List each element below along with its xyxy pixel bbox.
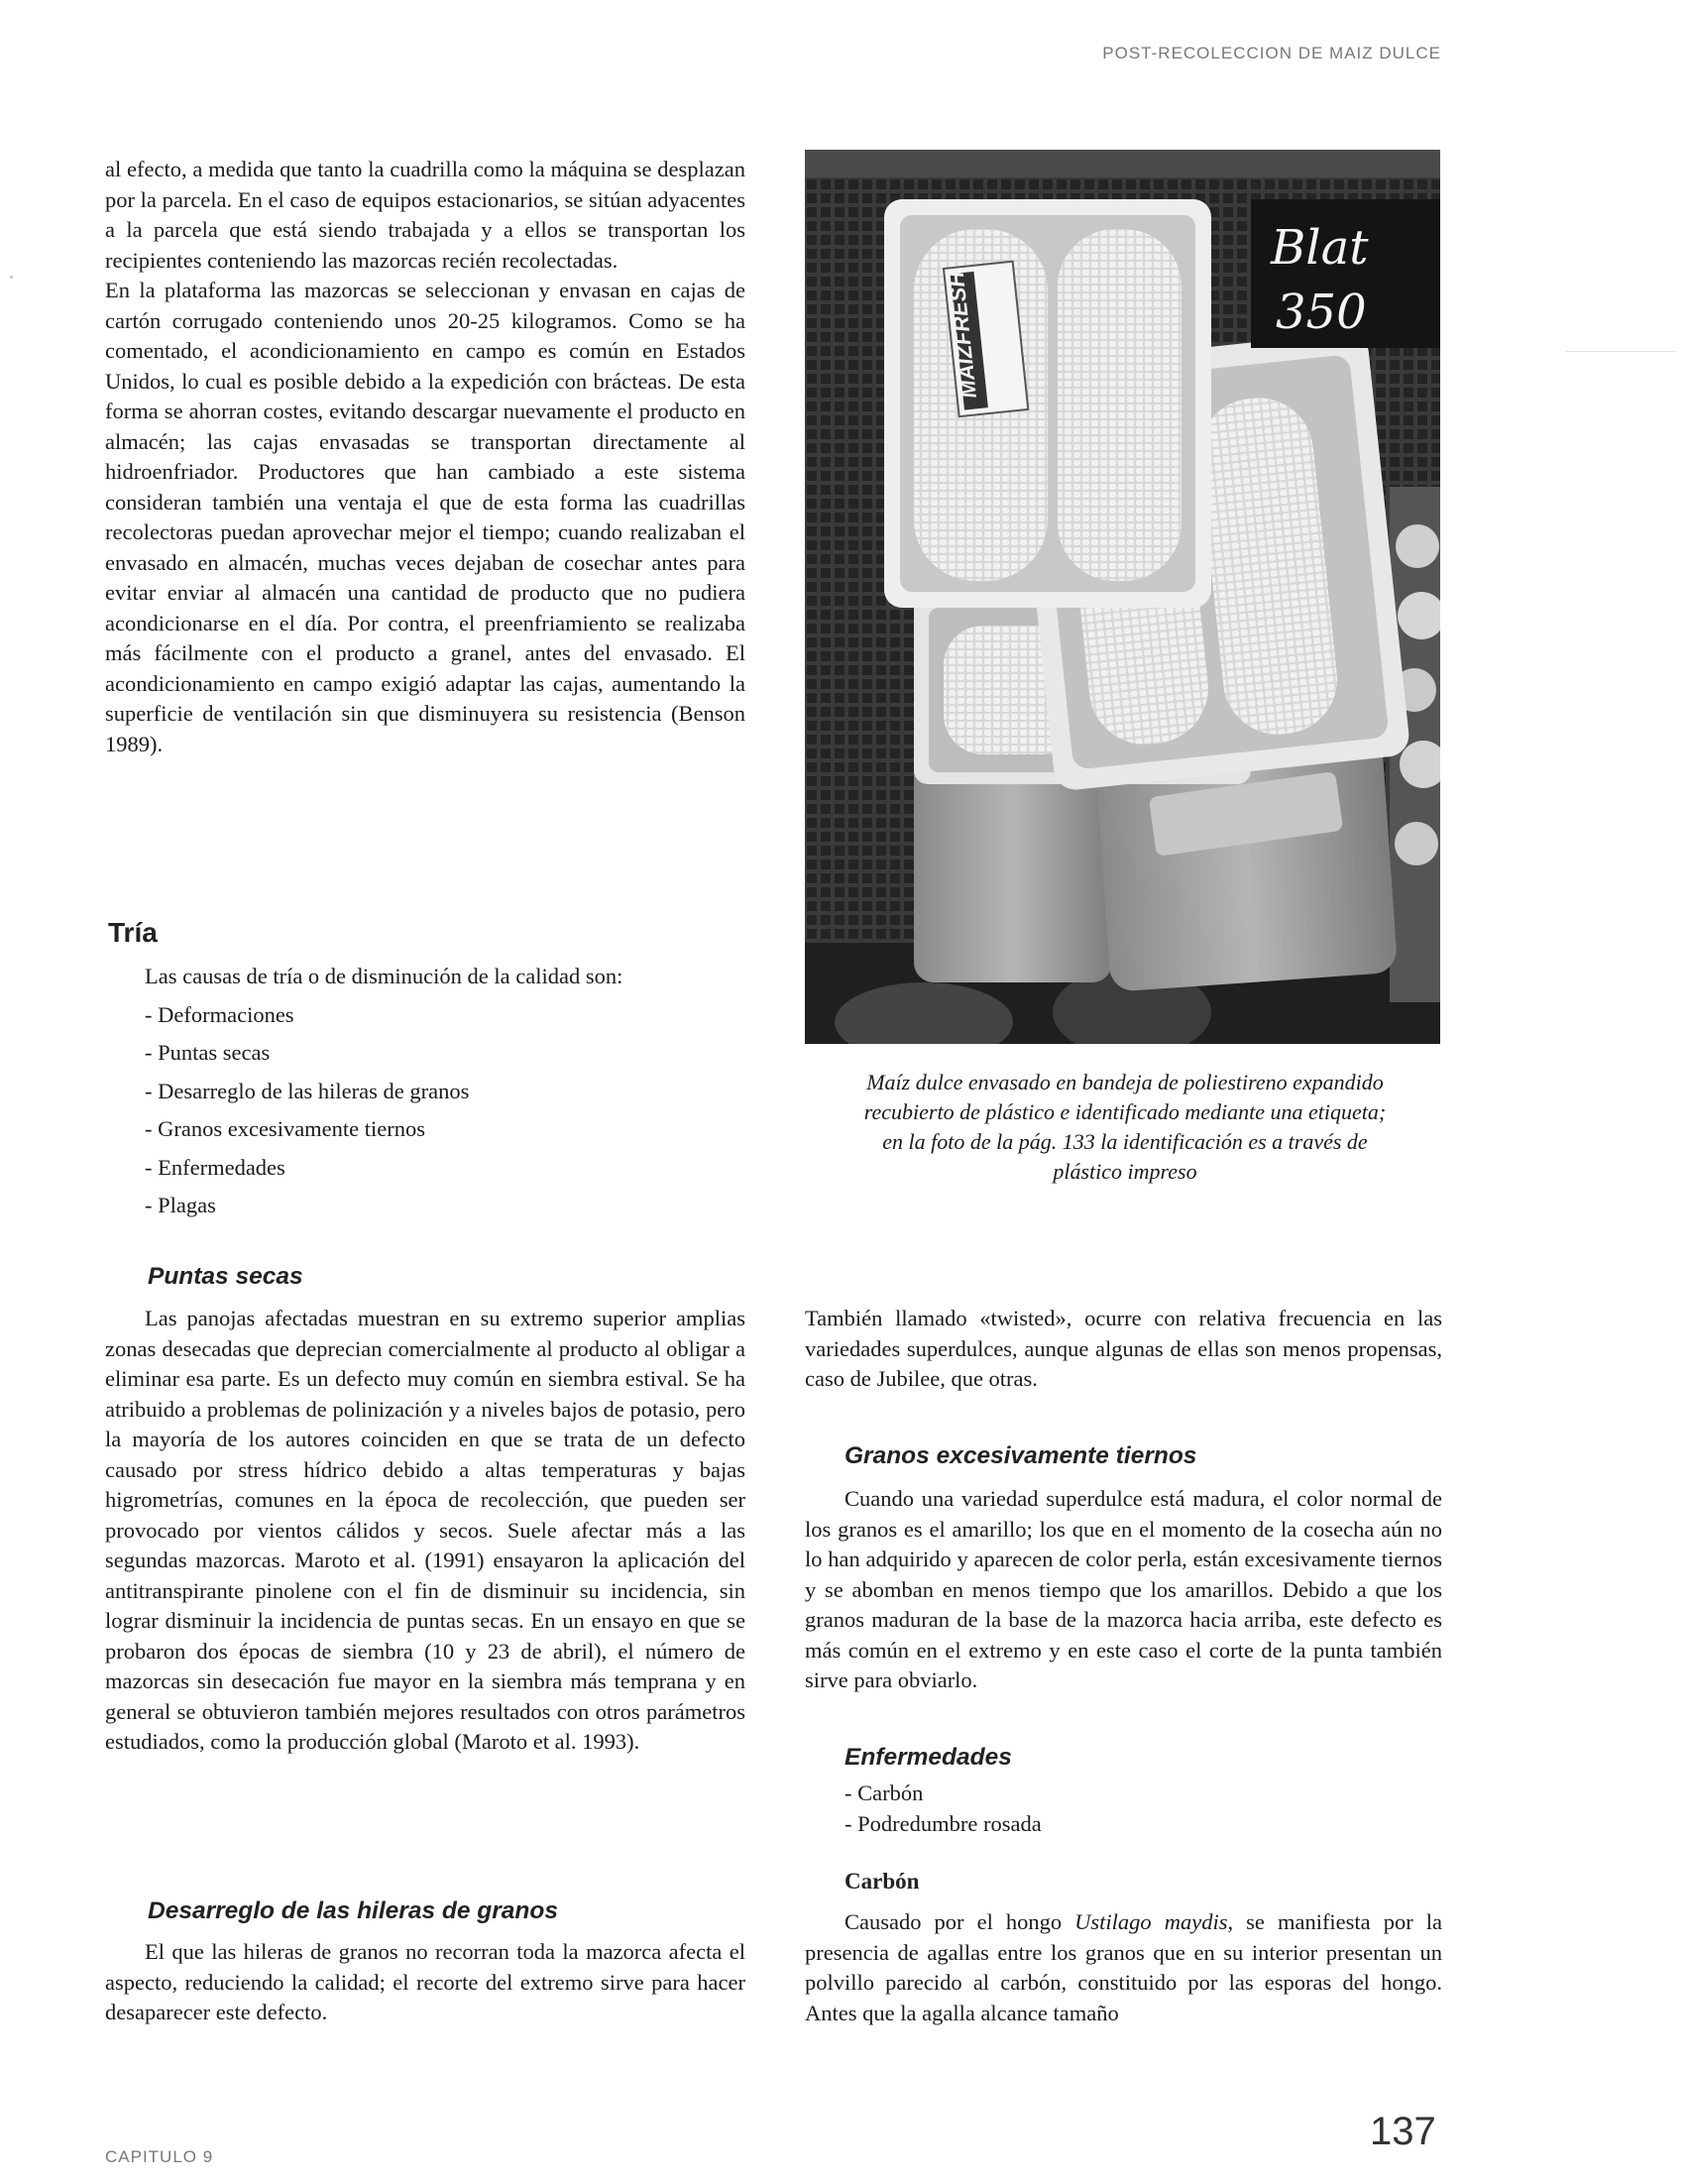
price-sign-line1: Blat xyxy=(1271,220,1369,276)
section-heading-tria: Tría xyxy=(108,917,158,948)
list-item: - Deformaciones xyxy=(145,1001,294,1027)
carbon-paragraph xyxy=(805,1907,1442,2028)
intro-text xyxy=(105,155,745,759)
package-label-text: MAIZFRESH xyxy=(943,270,981,401)
desarreglo-continuation-paragraph: También llamado «twisted», ocurre con relativa frecuencia en las variedades superdulces, aunque algunas de ellas son menos propensas, caso de Jubilee, que otras. xyxy=(805,1306,1442,1391)
granos-tiernos-text xyxy=(805,1484,1442,1696)
puntas-secas-paragraph: Las panojas afectadas muestran en su extremo superior amplias zonas desecadas que deprecian comercialmente al producto al obligar a eliminar esa parte. Es un defecto muy común en siembra estival. Se ha atribuido a problemas de polinización y a niveles bajos de potasio, pero la mayoría de los autores coinciden en que se trata de un defecto causado por stress hídrico debido a altas temperaturas y bajas higrometrías, comunes en la época de recolección, que pueden ser provocado por vientos cálidos y secos. Suele afectar más a las segundas mazorcas. Maroto et al. (1991) ensayaron la aplicación del antitranspirante pinolene con el fin de disminuir su incidencia, sin lograr disminuir la incidencia de puntas secas. En un ensayo en que se probaron dos épocas de siembra (10 y 23 de abril), el número de mazorcas sin desecación fue mayor en la siembra más temprana y en general se obtuvieron también mejores resultados con otros parámetros estudiados, como la producción global (Maroto et al. 1993). xyxy=(105,1306,745,1754)
corn-tray-illustration xyxy=(805,150,1440,1044)
list-item: - Carbón xyxy=(844,1781,924,1805)
tria-intro: Las causas de tría o de disminución de la calidad son: xyxy=(145,964,623,988)
tria-block xyxy=(145,958,759,1225)
photo-caption: Maíz dulce envasado en bandeja de poliestireno expandido recubierto de plástico e identificado mediante una etiqueta; en la foto de la pág. 133 la identificación es a través de plástico impreso xyxy=(863,1070,1387,1184)
scan-speck xyxy=(10,276,13,279)
section-heading-granos-tiernos: Granos excesivamente tiernos xyxy=(844,1442,1197,1469)
intro-paragraph: En la plataforma las mazorcas se seleccionan y envasan en cajas de cartón corrugado conteniendo unos 20-25 kilogramos. Como se ha comentado, el acondicionamiento en campo es común en Estados Unidos, lo cual es posible debido a la expedición con brácteas. De esta forma se ahorran costes, evitando descargar nuevamente el producto en almacén; las cajas envasadas se transportan directamente al hidroenfriador. Productores que han cambiado a este sistema consideran también una ventaja el que de esta forma las cuadrillas recolectoras puedan aprovechar mejor el tiempo; cuando realizaban el envasado en almacén, muchas veces dejaban de cosechar antes para evitar enviar al almacén una cantidad de producto que no pudiera acondicionarse en el día. Por contra, el preenfriamiento se realizaba más fácilmente con el producto a granel, antes del envasado. El acondicionamiento en campo exigió adaptar las cajas, aumentando la superficie de ventilación sin que disminuyera su resistencia (Benson 1989). xyxy=(105,278,745,756)
intro-paragraph: al efecto, a medida que tanto la cuadrilla como la máquina se desplazan por la parcela. En el caso de equipos estacionarios, se sitúan adyacentes a la parcela que está siendo trabajada y a ellos se transportan los recipientes conteniendo las mazorcas recién recolectadas. xyxy=(105,157,745,273)
list-item: - Plagas xyxy=(145,1193,216,1217)
carbon-text-after: , se manifiesta por la presencia de agallas entre los granos que en su interior presentan un polvillo parecido al carbón, constituido por las esporas del hongo. Antes que la agalla alcance tamaño xyxy=(805,1909,1442,2025)
margin-rule xyxy=(1566,351,1675,352)
list-item: - Granos excesivamente tiernos xyxy=(145,1116,426,1141)
puntas-secas-text xyxy=(105,1304,745,1758)
list-item: - Enfermedades xyxy=(145,1154,285,1180)
section-heading-carbon: Carbón xyxy=(844,1869,920,1894)
section-heading-desarreglo: Desarreglo de las hileras de granos xyxy=(148,1897,558,1924)
running-head: POST-RECOLECCION DE MAIZ DULCE xyxy=(1102,44,1441,62)
section-heading-puntas-secas: Puntas secas xyxy=(148,1263,303,1290)
granos-tiernos-paragraph: Cuando una variedad superdulce está madura, el color normal de los granos es el amarillo; los que en el momento de la cosecha aún no lo han adquirido y aparecen de color perla, están excesivamente tiernos y se abomban en menos tiempo que los amarillos. Debido a que los granos maduran de la base de la mazorca hacia arriba, este defecto es más común en el extremo y en este caso el corte de la punta también sirve para obviarlo. xyxy=(805,1486,1442,1692)
page-number: 137 xyxy=(1370,2110,1436,2153)
desarreglo-paragraph: El que las hileras de granos no recorran toda la mazorca afecta el aspecto, reduciendo la calidad; el recorte del extremo sirve para hacer desaparecer este defecto. xyxy=(105,1939,745,2024)
corn-tray-photo xyxy=(805,150,1440,1044)
chapter-label: CAPITULO 9 xyxy=(105,2147,214,2166)
carbon-text xyxy=(805,1907,1442,2028)
list-item: - Desarreglo de las hileras de granos xyxy=(145,1078,470,1103)
desarreglo-text xyxy=(105,1937,745,2028)
list-item: - Puntas secas xyxy=(145,1040,271,1065)
list-item: - Podredumbre rosada xyxy=(844,1811,1042,1836)
desarreglo-continuation xyxy=(805,1304,1442,1395)
carbon-text-before: Causado por el hongo xyxy=(844,1909,1075,1934)
price-sign-line2: 350 xyxy=(1276,285,1367,340)
tria-list xyxy=(145,996,759,1225)
section-heading-enfermedades: Enfermedades xyxy=(844,1744,1012,1771)
species-name: Ustilago maydis xyxy=(1074,1909,1228,1934)
enfermedades-list xyxy=(844,1778,1042,1839)
